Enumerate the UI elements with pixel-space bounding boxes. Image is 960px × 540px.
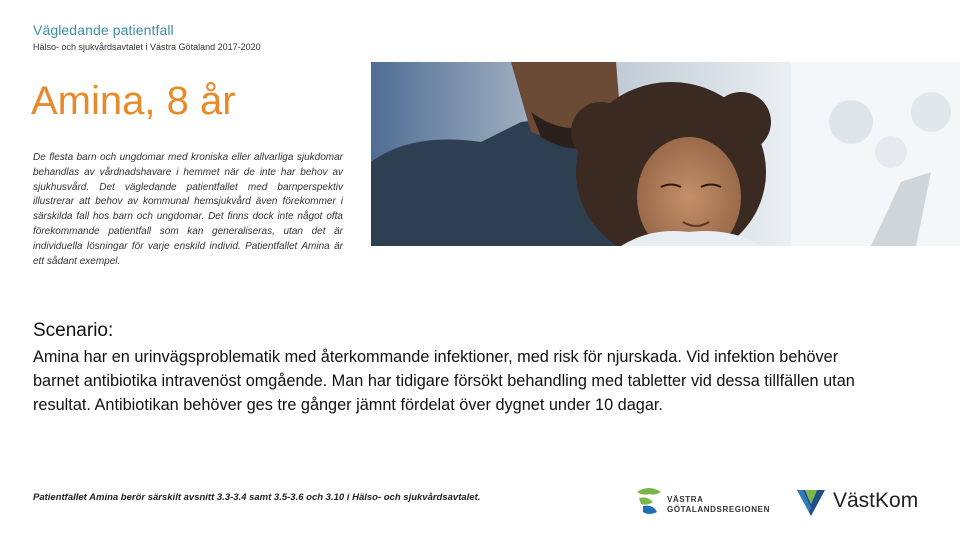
vgr-logo	[633, 486, 783, 518]
vgr-logo-line1: VÄSTRA	[667, 495, 704, 504]
header-kicker: Vägledande patientfall	[33, 22, 174, 38]
vastkom-logo-text: VästKom	[833, 489, 919, 512]
footer-note: Patientfallet Amina berör särskilt avsnitt 3.3-3.4 samt 3.5-3.6 och 3.10 i Hälso- och sjukvårdsavtalet.	[33, 492, 481, 503]
scenario-body: Amina har en urinvägsproblematik med återkommande infektioner, med risk för njurskada. Vid infektion behöver barnet antibiotika intravenöst omgående. Man har tidigare försökt behandling med tabletter vid dessa tillfällen utan resultat. Antibiotikan behöver ges tre gånger jämnt fördelat över dygnet under 10 dagar.	[33, 348, 855, 414]
header-subtitle: Hälso- och sjukvårdsavtalet i Västra Götaland 2017-2020	[33, 42, 261, 52]
scenario-heading: Scenario:	[33, 320, 114, 341]
vgr-logo-line2: GÖTALANDSREGIONEN	[667, 505, 770, 514]
hero-photo	[371, 62, 960, 246]
intro-paragraph: De flesta barn och ungdomar med kroniska eller allvarliga sjukdomar behandlas av vårdnadshavare i hemmet när de inte har behov av sjukhusvård. Det vägledande patientfallet med barnperspektiv illustrerar att behov av kommunal hemsjukvård även förekommer i särskilda fall hos barn och ungdomar. Det finns dock inte något ofta förekommande patientfall som kan generaliseras, utan det är individuella lösningar för varje enskild individ. Patientfallet Amina är ett sådant exempel.	[33, 152, 343, 267]
vastkom-logo-icon	[795, 488, 827, 518]
page-title: Amina, 8 år	[31, 79, 236, 123]
vastkom-logo	[795, 486, 935, 518]
vgr-logo-icon	[633, 486, 665, 518]
